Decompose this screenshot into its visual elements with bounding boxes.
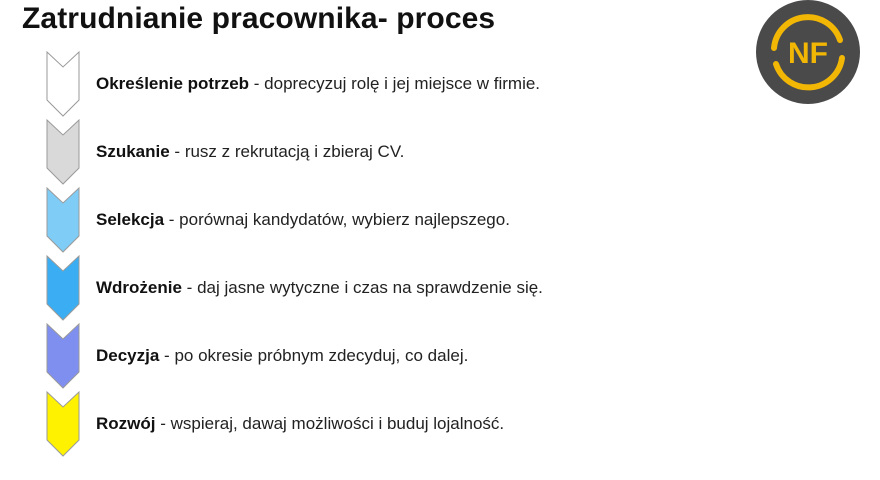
step-text [96,391,504,457]
chevron-down-icon [46,119,80,185]
step-text [96,255,543,321]
page-title: Zatrudnianie pracownika- proces [22,2,496,35]
step-separator: - [159,346,175,365]
process-step [46,51,846,117]
step-description: doprecyzuj rolę i jej miejsce w firmie. [264,74,541,93]
step-description: rusz z rekrutacją i zbieraj CV. [184,142,405,161]
step-text [96,187,510,253]
step-description: daj jasne wytyczne i czas na sprawdzenie się. [197,278,543,297]
step-name: Określenie potrzeb [96,74,250,93]
chevron-shape [47,120,79,184]
chevron-shape [47,392,79,456]
step-text [96,119,404,185]
step-name: Wdrożenie [96,278,182,297]
chevron-shape [47,256,79,320]
step-text [96,323,468,389]
process-step [46,323,846,389]
step-separator: - [169,142,185,161]
process-step [46,255,846,321]
chevron-shape [47,324,79,388]
step-name: Rozwój [96,414,156,433]
chevron-down-icon [46,391,80,457]
step-name: Decyzja [96,346,160,365]
step-separator: - [181,278,198,297]
step-separator: - [164,210,180,229]
chevron-down-icon [46,323,80,389]
step-separator: - [155,414,171,433]
step-name: Szukanie [96,142,170,161]
logo-text: NF [788,37,828,70]
process-step [46,119,846,185]
step-description: porównaj kandydatów, wybierz najlepszego. [179,210,510,229]
step-description: po okresie próbnym zdecyduj, co dalej. [174,346,469,365]
chevron-down-icon [46,51,80,117]
chevron-shape [47,52,79,116]
process-step [46,391,846,457]
step-separator: - [249,74,265,93]
chevron-down-icon [46,187,80,253]
step-description: wspieraj, dawaj możliwości i buduj lojalność. [170,414,505,433]
step-name: Selekcja [96,210,165,229]
step-text [96,51,540,117]
chevron-shape [47,188,79,252]
chevron-down-icon [46,255,80,321]
process-step [46,187,846,253]
